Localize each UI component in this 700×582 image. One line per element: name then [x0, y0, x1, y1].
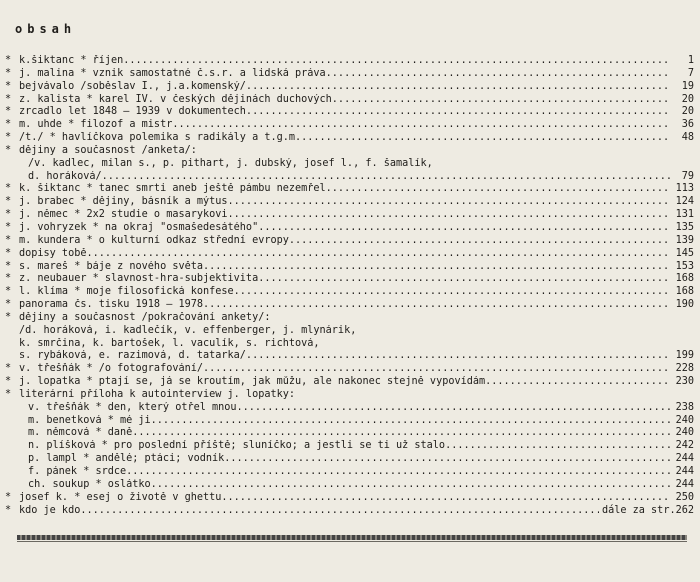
bullet-star: *	[5, 80, 12, 92]
toc-page-number: 242	[670, 440, 694, 453]
toc-entry	[0, 209, 700, 222]
toc-entry	[0, 273, 700, 286]
toc-page-number: 19	[670, 81, 694, 94]
toc-entry-text-wrap	[19, 222, 671, 235]
bullet-star: *	[5, 311, 12, 323]
toc-entry	[0, 466, 700, 479]
toc-entry	[0, 286, 700, 299]
toc-entry-text-wrap	[19, 248, 671, 261]
toc-page-number: 238	[670, 402, 694, 415]
toc-entry	[0, 505, 700, 518]
bullet-star: *	[5, 119, 12, 131]
toc-page-number: 1	[670, 55, 694, 68]
toc-entry	[0, 363, 700, 376]
toc-page-number: 228	[670, 363, 694, 376]
toc-page-number: 153	[670, 261, 694, 274]
toc-entry-text-wrap	[19, 145, 671, 158]
toc-entry-text-wrap	[28, 479, 671, 492]
toc-page-number: 48	[670, 132, 694, 145]
bullet-star: *	[5, 55, 12, 66]
toc-entry-title: zrcadlo let 1848 – 1939 v dokumentech	[19, 106, 246, 118]
toc-page-number: 20	[670, 94, 694, 107]
toc-entry-text-wrap	[19, 132, 671, 145]
bullet-star: *	[5, 196, 12, 208]
toc-entry-text-wrap	[19, 492, 671, 505]
toc-entry	[0, 171, 700, 184]
bullet-star: *	[5, 260, 12, 272]
toc-entry-title: f. pánek * srdce	[28, 466, 127, 477]
toc-page-number: 113	[670, 183, 694, 196]
toc-entry-title: j. lopatka * ptají se, já se kroutím, jak můžu, ale nakonec stejně vypovídám	[19, 376, 486, 388]
toc-entry	[0, 427, 700, 440]
toc-entry-title: z. kalista * karel IV. v českých dějinách duchových	[19, 93, 332, 105]
toc-entry-title: v. třešňák * den, který otřel mnou	[28, 401, 237, 413]
toc-entry	[0, 492, 700, 505]
toc-entry-title: m. němcová * daně	[28, 427, 133, 439]
toc-entry-text-wrap	[28, 466, 671, 479]
toc-entry	[0, 183, 700, 196]
toc-page-number: 250	[670, 492, 694, 505]
toc-entry-text-wrap	[19, 376, 671, 389]
toc-page-number: 240	[670, 415, 694, 428]
toc-entry-title: k.šiktanc * říjen	[19, 55, 124, 66]
bullet-star: *	[5, 106, 12, 118]
toc-entry-title: /v. kadlec, milan s., p. pithart, j. dubský, josef l., f. šamalík,	[28, 157, 433, 169]
toc-entry-title: dějiny a současnost /pokračování ankety/:	[19, 311, 271, 323]
toc-entry	[0, 402, 700, 415]
bullet-star: *	[5, 183, 12, 195]
toc-entry-title: /d. horáková, i. kadlečík, v. effenberger, j. mlynárik,	[19, 324, 357, 336]
bottom-rule	[17, 535, 687, 540]
toc-page-number: 244	[670, 479, 694, 492]
toc-page-number: 244	[670, 453, 694, 466]
toc-entry-title: m. kundera * o kulturní odkaz střední evropy	[19, 234, 289, 246]
bullet-star: *	[5, 144, 12, 156]
toc-entry	[0, 376, 700, 389]
toc-entry	[0, 261, 700, 274]
toc-entry-title: literární příloha k autointerview j. lopatky:	[19, 388, 296, 400]
toc-page-number: 139	[670, 235, 694, 248]
toc-entry-text-wrap	[28, 402, 671, 415]
toc-entry-title: kdo je kdo	[19, 504, 81, 516]
bullet-star: *	[5, 247, 12, 259]
toc-entry-text-wrap	[19, 94, 671, 107]
toc-entry-title: s. rybáková, e. razimová, d. tatarka/	[19, 350, 246, 362]
toc-entry-text-wrap	[19, 299, 671, 312]
toc-entry-text-wrap	[28, 158, 671, 171]
toc-entry-text-wrap	[19, 338, 671, 351]
toc-entry-title: z. neubauer * slavnost-hra-subjektivita	[19, 273, 259, 285]
toc-entry-title: k. smrčina, k. bartošek, l. vaculík, s. richtová,	[19, 337, 320, 349]
toc-page-number: 230	[670, 376, 694, 389]
toc-entry	[0, 338, 700, 351]
bullet-star: *	[5, 388, 12, 400]
toc-entry	[0, 453, 700, 466]
toc-entry-title: m. uhde * filozof a mistr	[19, 119, 173, 131]
toc-entry-text-wrap	[28, 440, 671, 453]
toc-entry-text-wrap	[19, 209, 671, 222]
toc-entry-title: dějiny a současnost /anketa/:	[19, 144, 197, 156]
toc-entry	[0, 248, 700, 261]
toc-entry-text-wrap	[19, 106, 671, 119]
toc-entry	[0, 106, 700, 119]
toc-page-number: 79	[670, 171, 694, 184]
toc-page-number: 135	[670, 222, 694, 235]
bullet-star: *	[5, 67, 12, 79]
toc-entry-text-wrap	[28, 415, 671, 428]
toc-page-number: dále za str.262	[601, 504, 694, 516]
toc-page-number: 145	[670, 248, 694, 261]
bullet-star: *	[5, 132, 12, 144]
toc-entry-text-wrap	[19, 68, 671, 81]
toc-entry-title: j. malina * vznik samostatné č.s.r. a lidská práva	[19, 67, 326, 79]
bullet-star: *	[5, 299, 12, 311]
toc-entry-text-wrap	[19, 363, 671, 376]
toc-entry	[0, 350, 700, 363]
toc-entry-text-wrap	[28, 427, 671, 440]
toc-entry	[0, 55, 700, 68]
toc-entry	[0, 479, 700, 492]
toc-entry-text-wrap	[28, 453, 671, 466]
bullet-star: *	[5, 491, 12, 503]
toc-entry	[0, 196, 700, 209]
toc-entry-text-wrap	[19, 505, 599, 518]
toc-entry-text-wrap	[19, 350, 671, 363]
toc-entry-title: /t./ * havlíčkova polemika s radikály a t.g.m.	[19, 132, 302, 144]
toc-entry	[0, 158, 700, 171]
toc-entry	[0, 132, 700, 145]
toc-entry-title: j. brabec * dějiny, básník a mýtus	[19, 196, 228, 208]
toc-entry-title: j. němec * 2x2 studie o masarykovi	[19, 209, 228, 221]
toc-entry	[0, 119, 700, 132]
toc-page-number: 168	[670, 286, 694, 299]
toc-entry	[0, 415, 700, 428]
toc-entry-title: panorama čs. tisku 1918 – 1978	[19, 299, 204, 311]
toc-entry-text-wrap	[19, 286, 671, 299]
bullet-star: *	[5, 504, 12, 516]
bullet-star: *	[5, 286, 12, 298]
toc-page-number: 124	[670, 196, 694, 209]
toc-entry	[0, 94, 700, 107]
toc-entry-title: d. horáková/	[28, 170, 102, 182]
toc-list	[0, 55, 700, 517]
page-title: obsah	[15, 22, 77, 36]
toc-entry-text-wrap	[19, 196, 671, 209]
toc-entry-title: s. mareš * báje z nového světa	[19, 260, 204, 272]
toc-entry-text-wrap	[19, 389, 671, 402]
toc-entry-text-wrap	[19, 81, 671, 94]
toc-entry	[0, 325, 700, 338]
toc-entry-text-wrap	[19, 55, 671, 68]
bullet-star: *	[5, 363, 12, 375]
toc-entry-title: bejvávalo /soběslav I., j.a.komenský/	[19, 80, 246, 92]
toc-entry	[0, 222, 700, 235]
toc-entry-title: l. klíma * moje filosofická konfese	[19, 286, 234, 298]
toc-page-number: 240	[670, 427, 694, 440]
toc-entry-title: ch. soukup * oslátko	[28, 478, 151, 490]
toc-entry-title: n. plíšková * pro poslední příště; sluníčko; a jestli se ti už stalo	[28, 440, 446, 452]
toc-entry-text-wrap	[19, 325, 671, 338]
toc-entry-title: k. šiktanc * tanec smrti aneb ještě pámbu nezemřel	[19, 183, 326, 195]
toc-entry-title: josef k. * esej o životě v ghettu	[19, 491, 222, 503]
toc-entry	[0, 440, 700, 453]
toc-entry-text-wrap	[19, 273, 671, 286]
toc-entry-text-wrap	[19, 183, 671, 196]
toc-entry-title: p. lampl * andělé; ptáci; vodník	[28, 453, 225, 465]
bullet-star: *	[5, 209, 12, 221]
toc-page-number: 190	[670, 299, 694, 312]
toc-entry-text-wrap	[19, 261, 671, 274]
bullet-star: *	[5, 93, 12, 105]
toc-page-number: 36	[670, 119, 694, 132]
toc-page-number: 20	[670, 106, 694, 119]
toc-entry-text-wrap	[28, 171, 671, 184]
toc-page-number: 199	[670, 350, 694, 363]
toc-entry-title: m. benetková * mé ji	[28, 414, 151, 426]
bottom-rule-thin	[17, 541, 687, 542]
toc-page-number: 7	[670, 68, 694, 81]
toc-entry	[0, 68, 700, 81]
bullet-star: *	[5, 234, 12, 246]
toc-page-number: 131	[670, 209, 694, 222]
toc-entry	[0, 81, 700, 94]
bullet-star: *	[5, 221, 12, 233]
toc-entry-title: v. třešňák * /o fotografování/	[19, 363, 204, 375]
toc-entry	[0, 389, 700, 402]
toc-entry	[0, 235, 700, 248]
toc-entry-text-wrap	[19, 312, 671, 325]
toc-entry	[0, 299, 700, 312]
toc-entry-text-wrap	[19, 235, 671, 248]
bullet-star: *	[5, 376, 12, 388]
toc-page-number: 168	[670, 273, 694, 286]
toc-page-number: 244	[670, 466, 694, 479]
toc-entry-title: j. vohryzek * na okraj "osmašedesátého"	[19, 221, 259, 233]
toc-entry-title: dopisy tobě	[19, 247, 87, 259]
toc-entry	[0, 312, 700, 325]
toc-entry	[0, 145, 700, 158]
toc-entry-text-wrap	[19, 119, 671, 132]
bullet-star: *	[5, 273, 12, 285]
